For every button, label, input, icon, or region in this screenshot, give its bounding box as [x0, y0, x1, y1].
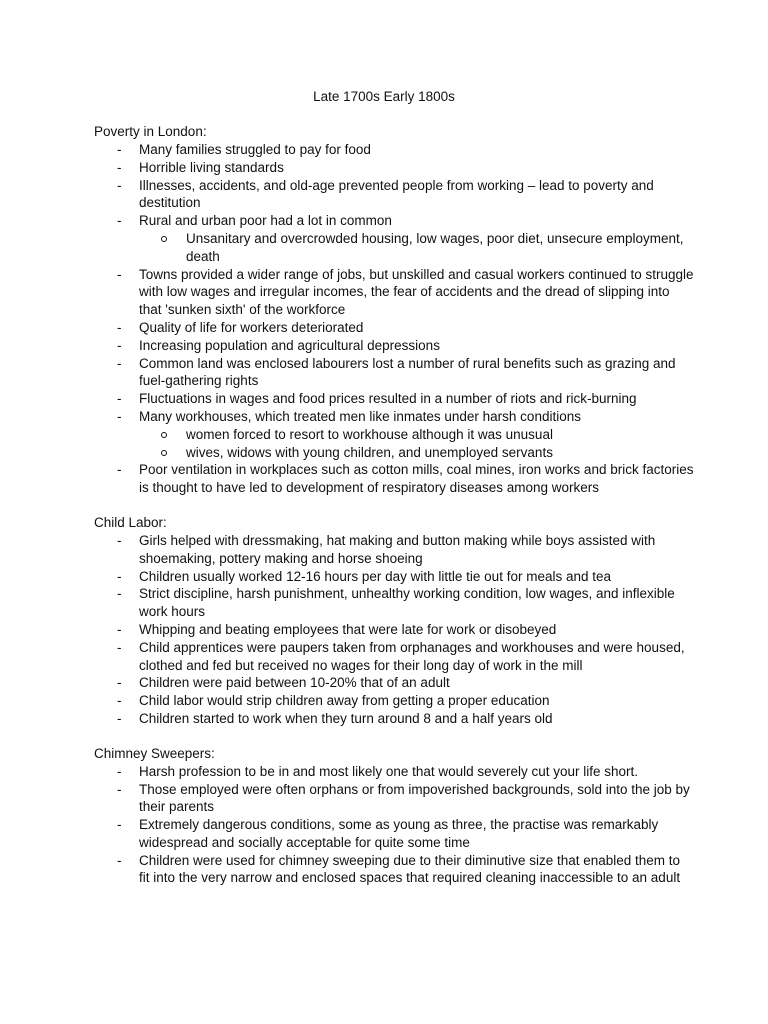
dash-bullet-icon: -: [117, 532, 122, 548]
list-item-text: Increasing population and agricultural depressions: [139, 337, 440, 353]
list-item: [94, 177, 694, 213]
sub-list-item: [139, 426, 694, 444]
list-item: [94, 763, 694, 781]
dash-bullet-icon: -: [117, 337, 122, 353]
section-heading: Poverty in London:: [94, 124, 207, 139]
section-heading: Chimney Sweepers:: [94, 745, 215, 761]
list-item-text: Rural and urban poor had a lot in common: [139, 213, 392, 229]
dash-bullet-icon: -: [117, 693, 122, 709]
list-item: [94, 212, 694, 265]
list-item-text: Girls helped with dressmaking, hat making and button making while boys assisted with shoemaking, pottery making and horse shoeing: [139, 532, 656, 566]
dash-bullet-icon: -: [117, 852, 122, 868]
sub-list-item-text: women forced to resort to workhouse although it was unusual: [186, 426, 553, 442]
sub-list-item-text: Unsanitary and overcrowded housing, low wages, poor diet, unsecure employment, death: [186, 230, 684, 264]
dash-bullet-icon: -: [117, 159, 122, 175]
bullet-list: [94, 141, 694, 497]
sub-list-item-text: wives, widows with young children, and unemployed servants: [186, 444, 553, 460]
sub-list-item: [139, 444, 694, 462]
list-item-text: Child apprentices were paupers taken from orphanages and workhouses and were housed, clothed and fed but received no wages for their long day of work in the mill: [139, 639, 685, 673]
list-item-text: Quality of life for workers deteriorated: [139, 319, 364, 335]
dash-bullet-icon: -: [117, 710, 122, 726]
dash-bullet-icon: -: [117, 319, 122, 335]
circle-bullet-icon: [161, 432, 167, 438]
dash-bullet-icon: -: [117, 391, 122, 407]
list-item: [94, 621, 694, 639]
list-item-text: Strict discipline, harsh punishment, unhealthy working condition, low wages, and inflexible work hours: [139, 586, 675, 620]
dash-bullet-icon: -: [117, 781, 122, 797]
list-item: [94, 159, 694, 177]
section-1: [94, 514, 694, 728]
list-item: [94, 852, 694, 888]
list-item: [94, 692, 694, 710]
bullet-list: [94, 763, 694, 888]
list-item: [94, 390, 694, 408]
dash-bullet-icon: -: [117, 817, 122, 833]
dash-bullet-icon: -: [117, 586, 122, 602]
circle-bullet-icon: [161, 450, 167, 456]
list-item: [94, 639, 694, 675]
list-item-text: Horrible living standards: [139, 159, 284, 175]
list-item-text: Children were paid between 10-20% that of an adult: [139, 675, 450, 691]
list-item-text: Common land was enclosed labourers lost a number of rural benefits such as grazing and fuel-gathering rights: [139, 355, 676, 389]
list-item-text: Poor ventilation in workplaces such as cotton mills, coal mines, iron works and brick factories is thought to have led to development of respiratory diseases among workers: [139, 462, 694, 496]
sub-list-item: [139, 230, 694, 266]
dash-bullet-icon: -: [117, 462, 122, 478]
dash-bullet-icon: -: [117, 266, 122, 282]
list-item: [94, 674, 694, 692]
dash-bullet-icon: -: [117, 355, 122, 371]
section-2: [94, 745, 694, 888]
list-item: [94, 816, 694, 852]
list-item-text: Children started to work when they turn around 8 and a half years old: [139, 710, 553, 726]
dash-bullet-icon: -: [117, 621, 122, 637]
list-item: [94, 141, 694, 159]
list-item-text: Harsh profession to be in and most likely one that would severely cut your life short.: [139, 763, 638, 779]
dash-bullet-icon: -: [117, 142, 122, 157]
sub-bullet-list: [139, 230, 694, 266]
list-item: [94, 337, 694, 355]
dash-bullet-icon: -: [117, 177, 122, 193]
list-item-text: Fluctuations in wages and food prices resulted in a number of riots and rick-burning: [139, 391, 637, 407]
list-item-text: Children were used for chimney sweeping due to their diminutive size that enabled them to fit into the very narrow and enclosed spaces that required cleaning inaccessible to an adult: [139, 852, 681, 886]
sub-bullet-list: [139, 426, 694, 462]
list-item-text: Those employed were often orphans or from impoverished backgrounds, sold into the job by their parents: [139, 781, 690, 815]
dash-bullet-icon: -: [117, 639, 122, 655]
list-item-text: Many workhouses, which treated men like inmates under harsh conditions: [139, 408, 581, 424]
list-item: [94, 355, 694, 391]
list-item: [94, 461, 694, 497]
list-item-text: Towns provided a wider range of jobs, but unskilled and casual workers continued to struggle with low wages and irregular incomes, the fear of accidents and the dread of slipping into that 'sunken sixth' of the workforce: [139, 266, 694, 318]
dash-bullet-icon: -: [117, 763, 122, 779]
list-item-text: Illnesses, accidents, and old-age prevented people from working – lead to poverty and destitution: [139, 177, 654, 211]
list-item-text: Extremely dangerous conditions, some as young as three, the practise was remarkably widespread and socially acceptable for quite some time: [139, 817, 659, 850]
list-item: [94, 319, 694, 337]
list-item-text: Whipping and beating employees that were late for work or disobeyed: [139, 621, 557, 637]
section-0: [94, 123, 694, 497]
list-item: [94, 710, 694, 728]
list-item-text: Children usually worked 12-16 hours per day with little tie out for meals and tea: [139, 568, 611, 584]
dash-bullet-icon: -: [117, 675, 122, 691]
dash-bullet-icon: -: [117, 408, 122, 424]
circle-bullet-icon: [161, 236, 167, 242]
dash-bullet-icon: -: [117, 213, 122, 229]
bullet-list: [94, 532, 694, 728]
list-item-text: Many families struggled to pay for food: [139, 142, 371, 157]
document-title: Late 1700s Early 1800s: [313, 89, 455, 104]
list-item: [94, 408, 694, 461]
section-heading: Child Labor:: [94, 514, 167, 530]
dash-bullet-icon: -: [117, 568, 122, 584]
list-item: [94, 266, 694, 319]
list-item: [94, 568, 694, 586]
list-item: [94, 781, 694, 817]
list-item-text: Child labor would strip children away from getting a proper education: [139, 693, 550, 709]
list-item: [94, 585, 694, 621]
list-item: [94, 532, 694, 568]
document-body: [94, 123, 694, 904]
